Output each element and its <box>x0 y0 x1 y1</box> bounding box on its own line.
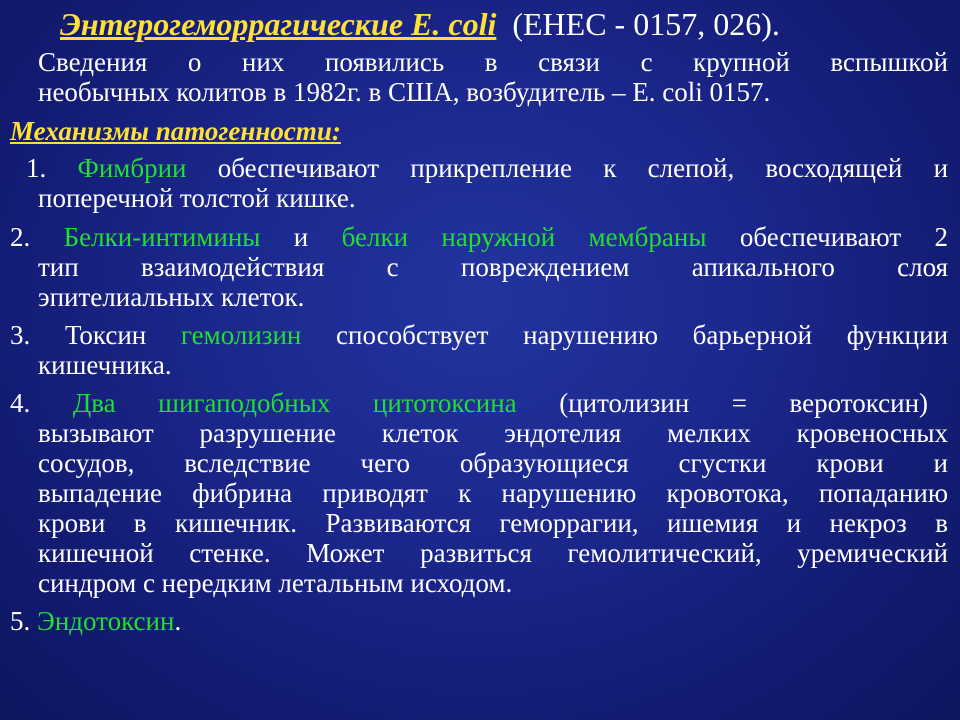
item-2-number: 2. <box>10 222 31 252</box>
item-2-line-3: эпителиальных клеток. <box>38 282 305 312</box>
item-1-line-2: поперечной толстой кишке. <box>38 183 356 213</box>
item-4-line-2: вызывают разрушение клеток эндотелия мелких кровеносных <box>38 418 948 448</box>
item-3-number: 3. <box>10 320 31 350</box>
item-1-text: обеспечивают прикрепление к слепой, восходящей и <box>217 153 949 183</box>
item-4-line-6: кишечной стенке. Может развиться гемолитический, уремический <box>38 538 948 568</box>
item-2-line-1 <box>10 222 948 252</box>
item-5-line-1 <box>10 606 181 636</box>
item-2-line-2: тип взаимодействия с повреждением апикального слоя <box>38 252 948 282</box>
item-2-conj: и <box>293 222 309 252</box>
item-3-pre: Токсин <box>64 320 147 350</box>
item-1-line-1 <box>26 153 948 183</box>
item-3-highlight: гемолизин <box>180 320 302 350</box>
intro-line-1: Сведения о них появились в связи с крупной вспышкой <box>38 47 948 77</box>
item-4-number: 4. <box>10 388 31 418</box>
item-1-number: 1. <box>26 153 47 183</box>
item-2-highlight-2: белки наружной мембраны <box>341 222 707 252</box>
intro-line-2: необычных колитов в 1982г. в США, возбудитель – E. coli 0157. <box>38 77 771 107</box>
item-5-highlight: Эндотоксин <box>37 606 175 636</box>
item-4-line-7: синдром с нередким летальным исходом. <box>38 568 513 598</box>
item-3-text: способствует нарушению барьерной функции <box>336 320 949 350</box>
item-4-line-4: выпадение фибрина приводят к нарушению кровотока, попаданию <box>38 478 948 508</box>
title-rest: (ЕНЕС - 0157, 026). <box>512 6 780 42</box>
slide-title <box>60 6 780 42</box>
item-1-highlight: Фимбрии <box>77 153 187 183</box>
item-2-highlight-1: Белки-интимины <box>63 222 261 252</box>
item-4-line-5: крови в кишечник. Развиваются геморрагии, ишемия и некроз в <box>38 508 948 538</box>
item-5-period: . <box>174 606 182 636</box>
item-5-number: 5. <box>10 606 31 636</box>
item-3-line-2: кишечника. <box>38 350 172 380</box>
title-main: Энтерогеморрагические E. coli <box>60 6 497 42</box>
item-4-line-1 <box>10 388 928 418</box>
item-4-line-3: сосудов, вследствие чего образующиеся сгустки крови и <box>38 448 948 478</box>
item-4-highlight: Два шигаподобных цитотоксина <box>72 388 517 418</box>
item-2-text: обеспечивают 2 <box>739 222 949 252</box>
item-4-text: (цитолизин = веротоксин) <box>559 388 929 418</box>
section-header: Механизмы патогенности: <box>10 116 341 146</box>
item-3-line-1 <box>10 320 948 350</box>
